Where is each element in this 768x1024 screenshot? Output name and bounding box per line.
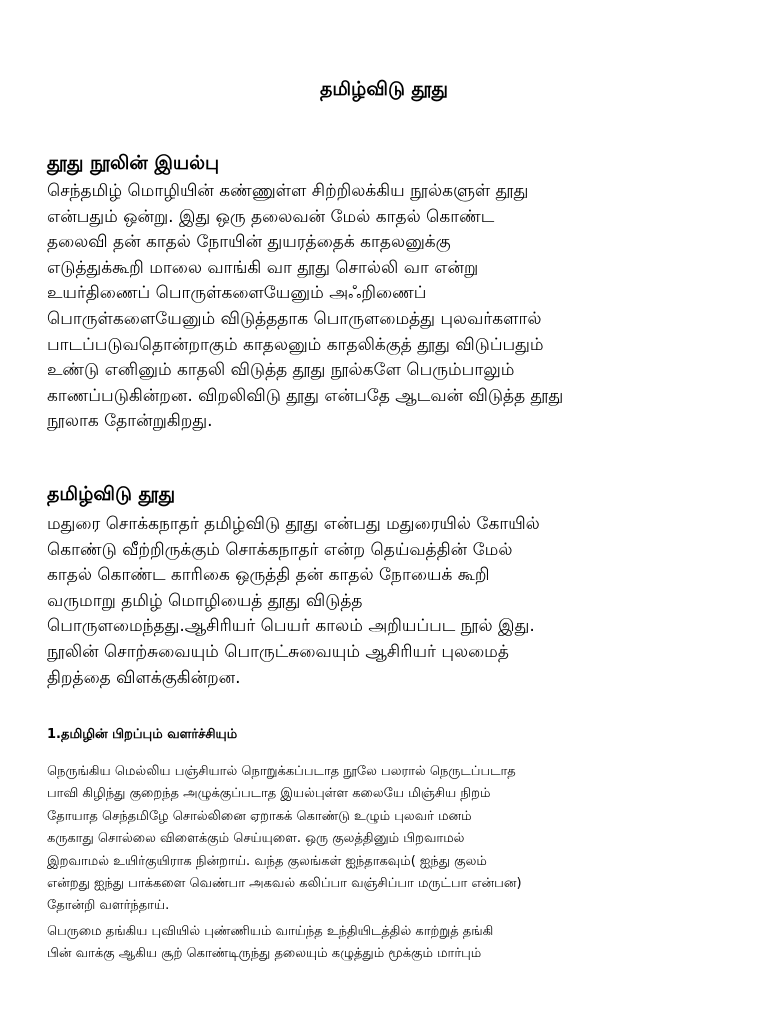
subsection-paragraph-2 [47, 921, 727, 966]
section-paragraph-tamil-vidu-thoothu [47, 512, 727, 691]
paragraph-line: பொருள்களையேனும் விடுத்ததாக பொருளமைத்து புலவர்களால் [47, 308, 542, 329]
section-heading-tamil-vidu-thoothu: தமிழ்விடு தூது [47, 483, 176, 505]
document-title: தமிழ்விடு தூது [319, 78, 449, 100]
subsection-paragraph-1 [47, 761, 727, 918]
paragraph-line: பொருளமைந்தது.ஆசிரியர் பெயர் காலம் அறியப்பட நூல் இது. [47, 616, 535, 637]
paragraph-line: மதுரை சொக்கநாதர் தமிழ்விடு தூது என்பது மதுரையில் கோயில் [47, 514, 540, 534]
paragraph-line: தோயாத செந்தமிழே சொல்லினை ஏறாகக் கொண்டு உழும் புலவர் மனம் [47, 808, 472, 824]
paragraph-line: வருமாறு தமிழ் மொழியைத் தூது விடுத்த [47, 590, 363, 611]
paragraph-line: இறவாமல் உயிர்குயிராக நின்றாய். வந்த குலங்கள் ஐந்தாகவும்( ஐந்து குலம் [47, 853, 487, 869]
paragraph-line: கொண்டு வீற்றிருக்கும் சொக்கநாதர் என்ற தெய்வத்தின் மேல் [47, 539, 513, 560]
paragraph-line: நூலின் சொற்சுவையும் பொருட்சுவையும் ஆசிரியர் புலமைத் [47, 641, 509, 662]
section-paragraph-nature-of-thoothu [47, 179, 727, 435]
paragraph-line: காதல் கொண்ட காரிகை ஒருத்தி தன் காதல் நோயைக் கூறி [47, 565, 490, 586]
paragraph-line: திறத்தை விளக்குகின்றன. [47, 667, 241, 688]
paragraph-line: காணப்படுகின்றன. விறலிவிடு தூது என்பதே ஆடவன் விடுத்த தூது [47, 385, 564, 406]
paragraph-line: பாடப்படுவதொன்றாகும் காதலனும் காதலிக்குத் தூது விடுப்பதும் [47, 334, 544, 355]
section-heading-nature-of-thoothu: தூது நூலின் இயல்பு [47, 152, 220, 174]
paragraph-line: உண்டு எனினும் காதலி விடுத்த தூது நூல்களே பெரும்பாலும் [47, 360, 515, 381]
subsection-heading-birth-and-growth: 1.தமிழின் பிறப்பும் வளர்ச்சியும் [47, 727, 238, 742]
paragraph-line: செந்தமிழ் மொழியின் கண்ணுள்ள சிற்றிலக்கிய நூல்களுள் தூது [47, 181, 529, 201]
paragraph-line: தோன்றி வளர்ந்தாய். [47, 898, 170, 914]
paragraph-line: என்றது ஐந்து பாக்களை வெண்பா அகவல் கலிப்பா வஞ்சிப்பா மருட்பா என்பன) [47, 876, 522, 892]
paragraph-line: தலைவி தன் காதல் நோயின் துயரத்தைக் காதலனுக்கு [47, 232, 451, 253]
paragraph-line: உயர்திணைப் பொருள்களையேனும் அஃறிணைப் [47, 283, 427, 304]
paragraph-line: பாவி கிழிந்து குறைந்த அழுக்குப்படாத இயல்புள்ள கலையே மிஞ்சிய நிறம் [47, 786, 491, 802]
paragraph-line: கருகாது சொல்லை விளைக்கும் செய்யுளை. ஒரு குலத்தினும் பிறவாமல் [47, 831, 465, 847]
paragraph-line: நூலாக தோன்றுகிறது. [47, 411, 213, 432]
paragraph-line: எடுத்துக்கூறி மாலை வாங்கி வா தூது சொல்லி வா என்று [47, 257, 479, 278]
paragraph-line: பெருமை தங்கிய புவியில் புண்ணியம் வாய்ந்த உந்தியிடத்தில் காற்றுத் தங்கி [47, 924, 494, 939]
paragraph-line: நெருங்கிய மெல்லிய பஞ்சியால் நொறுக்கப்படாத நூலே பலரால் நெருடப்படாத [47, 764, 516, 779]
paragraph-line: பின் வாக்கு ஆகிய சூற் கொண்டிருந்து தலையும் கழுத்தும் மூக்கும் மார்பும் [47, 946, 482, 962]
paragraph-line: என்பதும் ஒன்று. இது ஒரு தலைவன் மேல் காதல் கொண்ட [47, 206, 495, 227]
